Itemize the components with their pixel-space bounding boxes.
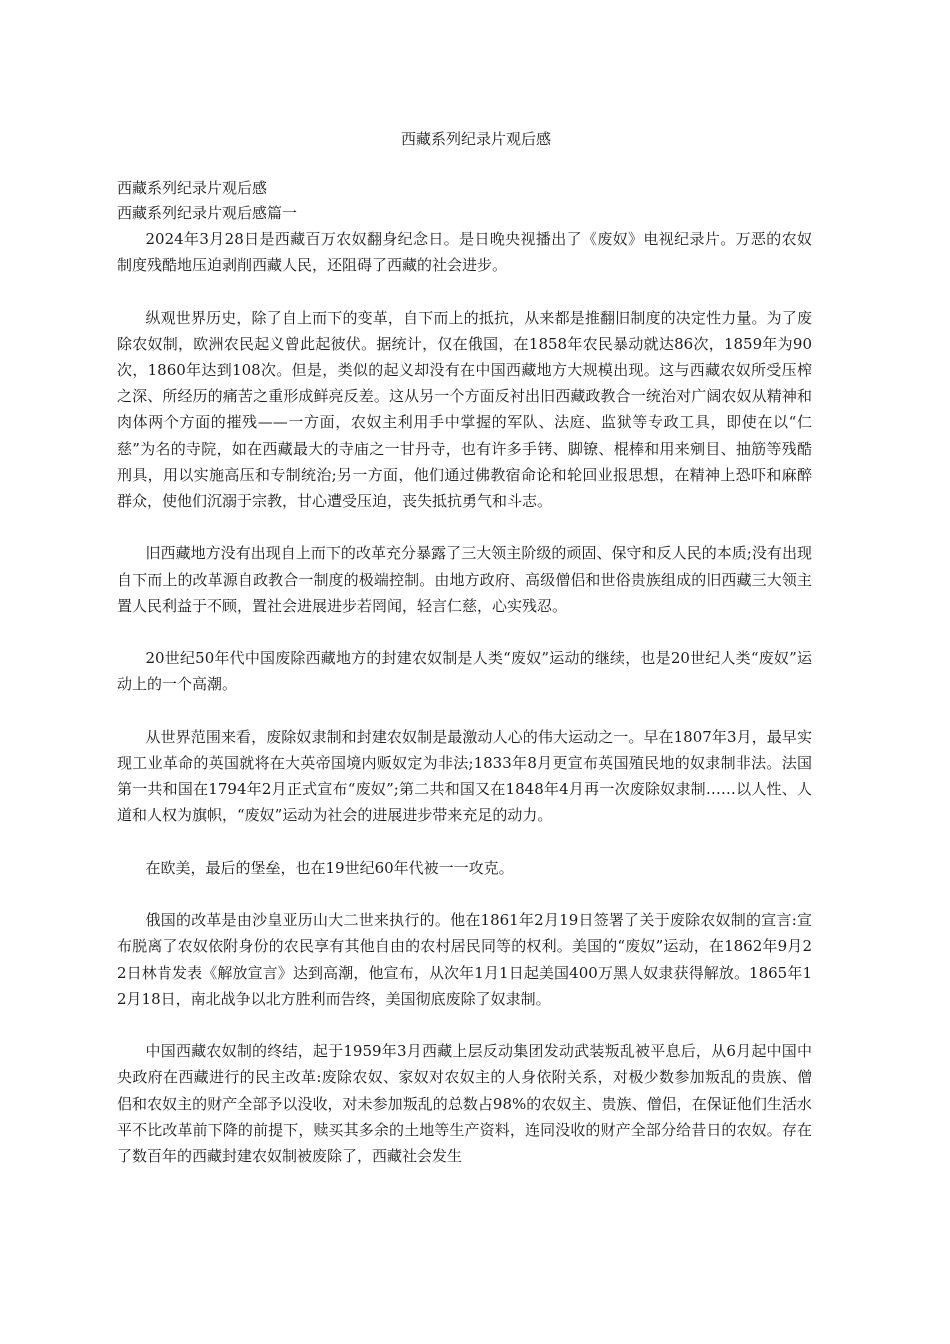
heading-line-1: 西藏系列纪录片观后感 [117, 179, 268, 197]
paragraph-8: 中国西藏农奴制的终结，起于1959年3月西藏上层反动集团发动武装叛乱被平息后，从6月起中国中央政府在西藏进行的民主改革:废除农奴、家奴对农奴主的人身依附关系，对极少数参加叛乱的贵族、僧侣和农奴主的财产全部予以没收，对未参加叛乱的总数占98%的农奴主、贵族、僧侣，在保证他们生活水平不比改革前下降的前提下，赎买其多余的土地等生产资料，连同没收的财产全部分给昔日的农奴。存在了数百年的西藏封建农奴制被废除了，西藏社会发生 [117, 1042, 812, 1165]
paragraph-1: 2024年3月28日是西藏百万农奴翻身纪念日。是日晚央视播出了《废奴》电视纪录片。万恶的农奴制度残酷地压迫剥削西藏人民，还阻碍了西藏的社会进步。 [117, 230, 812, 275]
paragraph-6: 在欧美，最后的堡垒，也在19世纪60年代被一一攻克。 [145, 858, 514, 877]
document-title: 西藏系列纪录片观后感 [400, 130, 551, 148]
paragraph-4: 20世纪50年代中国废除西藏地方的封建农奴制是人类“废奴”运动的继续，也是20世纪人类“废奴”运动上的一个高潮。 [117, 649, 812, 694]
document-body [117, 226, 812, 1195]
paragraph-3: 旧西藏地方没有出现自上而下的改革充分暴露了三大领主阶级的顽固、保守和反人民的本质;没有出现自下而上的改革源自政教合一制度的极端控制。由地方政府、高级僧侣和世俗贵族组成的旧西藏三大领主置人民利益于不顾，置社会进展进步若罔闻，轻言仁慈，心实残忍。 [117, 544, 812, 615]
heading-line-2: 西藏系列纪录片观后感篇一 [117, 204, 298, 222]
paragraph-5: 从世界范围来看，废除奴隶制和封建农奴制是最激动人心的伟大运动之一。早在1807年3月，最早实现工业革命的英国就将在大英帝国境内贩奴定为非法;1833年8月更宣布英国殖民地的奴隶制非法。法国第一共和国在1794年2月正式宣布“废奴”;第二共和国又在1848年4月再一次废除奴隶制……以人性、人道和人权为旗帜，“废奴”运动为社会的进展进步带来充足的动力。 [117, 727, 812, 825]
paragraph-2: 纵观世界历史，除了自上而下的变革，自下而上的抵抗，从来都是推翻旧制度的决定性力量。为了废除农奴制，欧洲农民起义曾此起彼伏。据统计，仅在俄国，在1858年农民暴动就达86次，1859年为90次，1860年达到108次。但是，类似的起义却没有在中国西藏地方大规模出现。这与西藏农奴所受压榨之深、所经历的痛苦之重形成鲜亮反差。这从另一个方面反衬出旧西藏政教合一统治对广阔农奴从精神和肉体两个方面的摧残——一方面，农奴主利用手中掌握的军队、法庭、监狱等专政工具，即使在以“仁慈”为名的寺院，如在西藏最大的寺庙之一甘丹寺，也有许多手铐、脚镣、棍棒和用来剜目、抽筋等残酷刑具，用以实施高压和专制统治;另一方面，他们通过佛教宿命论和轮回业报思想，在精神上恐吓和麻醉群众，使他们沉溺于宗教，甘心遭受压迫，丧失抵抗勇气和斗志。 [117, 308, 812, 511]
paragraph-7: 俄国的改革是由沙皇亚历山大二世来执行的。他在1861年2月19日签署了关于废除农奴制的宣言:宣布脱离了农奴依附身份的农民享有其他自由的农村居民同等的权利。美国的“废奴”运动，在1862年9月22日林肯发表《解放宣言》达到高潮，他宣布，从次年1月1日起美国400万黑人奴隶获得解放。1865年12月18日，南北战争以北方胜利而告终，美国彻底废除了奴隶制。 [117, 911, 812, 1008]
